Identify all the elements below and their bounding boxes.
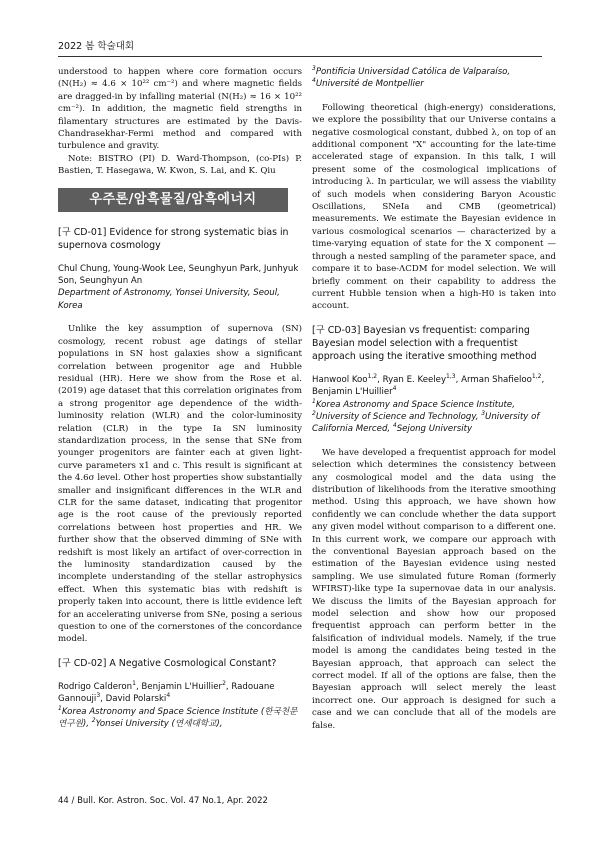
cd01-affiliation: Department of Astronomy, Yonsei University, Seoul, Korea — [58, 288, 280, 311]
cd01-abstract: Unlike the key assumption of supernova (SN) cosmology, recent robust age datings of stellar populations in SN host galaxies show a significant correlation between progenitor age and Hubble residual (HR). Here we show from the Rose et al. (2019) age dataset that this correlation originates from a strong progenitor age dependence of the width-luminosity relation (WLR) and the color-luminosity relation (CLR) in the type Ia SN luminosity standardization process, in the sense that SNe from younger progenitors are fainter each at given light-curve parameters x1 and c. This result is significant at the 4.6σ level. Other host properties show substantially smaller and insignificant differences in the WLR and CLR for the same dataset, indicating that progenitor age is the root cause of the previously reported correlations between host properties and HR. We further show that the observed dimming of SNe with redshift is most likely an artifact of over-correction in the luminosity standardization caused by the incomplete understanding of the stellar astrophysics effect. When this systematic bias with redshift is properly taken into account, there is little evidence left for an accelerating universe from SNe, posing a serious question to one of the cornerstones of the concordance model. — [58, 324, 302, 645]
cd02-author: Benjamin L'Huillier — [141, 681, 223, 692]
cd03-author: Benjamin L'Huillier — [312, 387, 393, 398]
cd02-affil-1: Korea Astronomy and Space Science Institute (한국천문연구원), — [58, 706, 298, 730]
running-header: 2022 봄 학술대회 — [58, 41, 135, 52]
cd03-author: Hanwool Koo — [312, 374, 368, 385]
cd03-author: Ryan E. Keeley — [382, 374, 447, 385]
cd02-affil-2: Yonsei University (연세대학교), — [95, 719, 223, 730]
header-rule — [58, 56, 542, 57]
cd02-authors: Rodrigo Calderon$^1$, Benjamin L'Huillier$^2$, Radouane Gannouji$^3$, David Polarski$^4$ — [58, 679, 275, 705]
cd02-affiliations: $^1$Korea Astronomy and Space Science Institute (한국천문연구원), $^2$Yonsei University (연세대학교), — [58, 704, 298, 730]
cd03-author: Arman Shafieloo — [461, 374, 532, 385]
cd02-author: David Polarski — [105, 694, 167, 705]
right-column — [312, 66, 556, 732]
cd02-author-sup: 1 — [132, 679, 136, 687]
cd02-author-sup: 3 — [96, 692, 101, 700]
page-footer: 44 / Bull. Kor. Astron. Soc. Vol. 47 No.1, Apr. 2022 — [58, 796, 268, 806]
cd03-author-sup: 1,2 — [367, 372, 378, 380]
cd03-author-sup: 1,2 — [531, 372, 542, 380]
cd03-affiliations: $^1$Korea Astronomy and Space Science Institute, $^2$University of Science and Technology, $^3$University of California Merced, $^4$Sejong University — [312, 397, 540, 435]
cd02-affiliations-cont: $^3$Pontificia Universidad Católica de Valparaíso, $^4$Université de Montpellier — [312, 65, 511, 90]
cd03-affil-1: Korea Astronomy and Space Science Institute, — [315, 399, 515, 410]
bistro-note: Note: BISTRO (PI) D. Ward-Thompson, (co-PIs) P. Bastien, T. Hasegawa, W. Kwon, S. Lai, and K. Qiu — [58, 153, 302, 177]
cd02-author-sup: 4 — [166, 692, 171, 700]
section-banner: 우주론/암흑물질/암흑에너지 — [58, 188, 288, 212]
cd02-abstract: Following theoretical (high-energy) considerations, we explore the possibility that our Universe contains a negative cosmological constant, dubbed λ, on top of an additional component "X" accounting for the late-time accelerated stage of expansion. In this talk, I will present some of the cosmological implications of introducing λ. In particular, we will assess the viability of such models when considering Baryon Acoustic Oscillations, SNeIa and CMB (geometrical) measurements. We estimate the Bayesian evidence in various cosmological scenarios — characterized by a time-varying equation of state for the X component — through a nested sampling of the parameter space, and compare it to base-ΛCDM for model selection. We will briefly comment on their capability to address the current Hubble tension when a high-H0 is taken into account. — [312, 102, 556, 312]
left-column — [58, 66, 302, 730]
cd02-author-sup: 2 — [222, 679, 226, 687]
cd03-authors: Hanwool Koo$^{1,2}$, Ryan E. Keeley$^{1,3}$, Arman Shafieloo$^{1,2}$, Benjamin L'Huillier$^4$ — [312, 372, 545, 398]
cd02-affil-4: Université de Montpellier — [315, 79, 424, 90]
cd03-affil-3: University of California Merced, — [312, 411, 540, 435]
cd01-authors: Chul Chung, Young-Wook Lee, Seunghyun Park, Junhyuk Son, Seunghyun An — [58, 263, 299, 287]
cd03-affil-2: University of Science and Technology, — [315, 411, 479, 422]
cd03-author-sup: 1,3 — [446, 372, 456, 380]
cd02-author: Radouane Gannouji — [58, 681, 275, 705]
cd01-title: [구 CD-01] Evidence for strong systematic bias in supernova cosmology — [58, 226, 289, 251]
cd03-author-sup: 4 — [392, 385, 397, 393]
cd03-abstract: We have developed a frequentist approach for model selection which determines the consistency between any cosmological model and the data using the distribution of likelihoods from the iterative smoothing method. Using this approach, we have shown how confidently we can conclude whether the data support any given model without comparison to a different one. In this current work, we compare our approach with the conventional Bayesian approach based on the estimation of the Bayesian evidence using nested sampling. We use simulated future Roman (formerly WFIRST)-like type Ia supernovae data in our analysis. We discuss the limits of the Bayesian approach for model selection and show how our proposed frequentist approach can perform better in the falsification of individual models. Namely, if the true model is among the candidates being tested in the Bayesian approach, that approach can select the correct model. If all of the options are false, then the Bayesian approach will select merely the least incorrect one. Our approach is designed for such a case and we can conclude that all of the models are false. — [312, 447, 556, 731]
continuation-paragraph: understood to happen where core formation occurs (N(H₂) ≈ 4.6 × 10²² cm⁻²) and where magnetic fields are dragged-in by infalling material (N(H₂) ≈ 16 × 10²² cm⁻²). In addition, the magnetic field strengths in filamentary structures are estimated by the Davis-Chandrasekhar-Fermi method and compared with turbulence and gravity. — [58, 67, 302, 152]
cd03-affil-4: Sejong University — [396, 424, 473, 435]
cd02-affil-3: Pontificia Universidad Católica de Valparaíso, — [315, 67, 511, 77]
cd02-title: [구 CD-02] A Negative Cosmological Constant? — [58, 657, 277, 669]
cd02-author: Rodrigo Calderon — [58, 681, 133, 692]
cd03-title: [구 CD-03] Bayesian vs frequentist: comparing Bayesian model selection with a frequentist approach using the iterative smoothing method — [312, 324, 537, 362]
